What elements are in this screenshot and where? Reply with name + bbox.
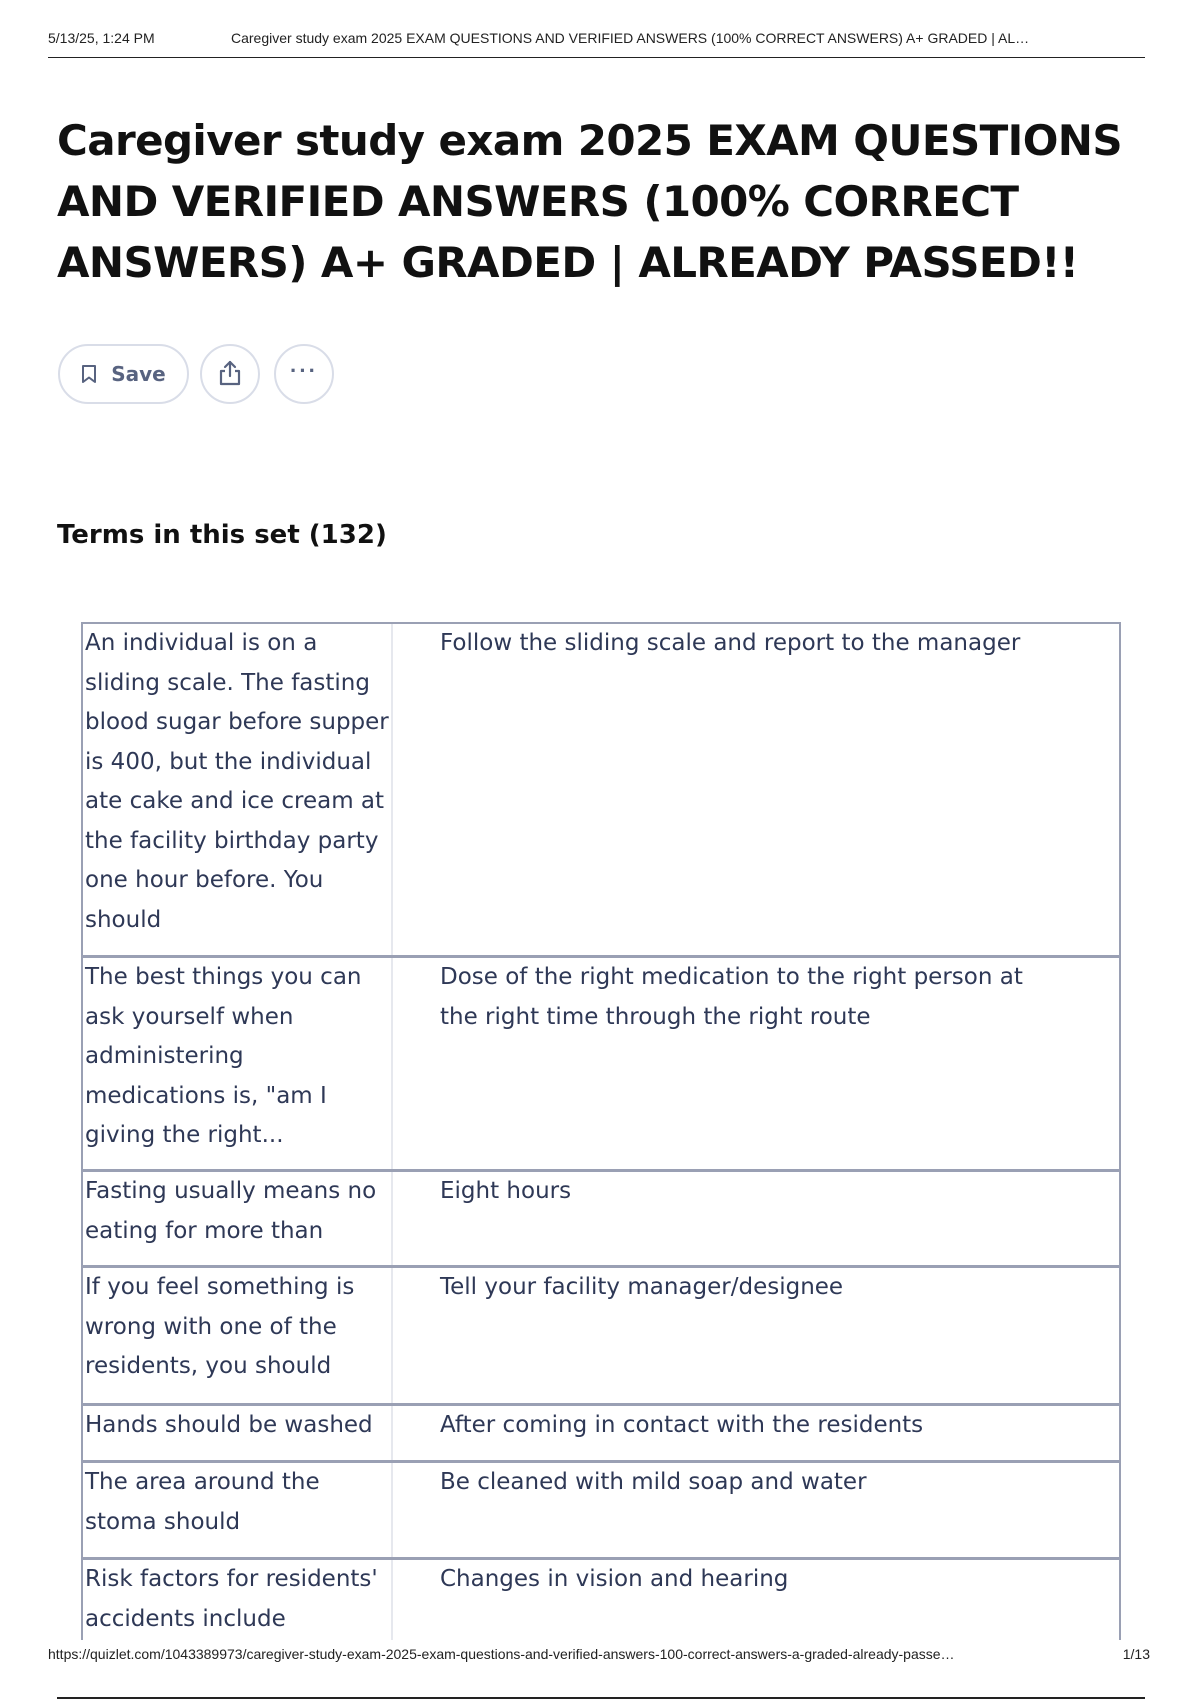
definition-text: Follow the sliding scale and report to the manager [440, 630, 1021, 656]
term-row[interactable] [83, 955, 1119, 1169]
term-text: The best things you can ask yourself when administering medications is, "am I giving the right... [83, 958, 393, 1169]
definition-text: Dose of the right medication to the right person at the right time through the right route [440, 964, 1023, 1030]
page-number: 1/13 [1122, 1646, 1150, 1662]
more-horizontal-icon: ··· [290, 358, 318, 383]
page-title: Caregiver study exam 2025 EXAM QUESTIONS AND VERIFIED ANSWERS (100% CORRECT ANSWERS) A+ GRADED | ALREADY PASSED!! [57, 116, 1123, 287]
save-button-label: Save [111, 362, 166, 386]
term-text: Risk factors for residents' accidents include [83, 1560, 393, 1640]
page-url: https://quizlet.com/1043389973/caregiver-study-exam-2025-exam-questions-and-verified-answers-100-correct-answers-a-graded-already-passe… [48, 1646, 955, 1662]
term-row[interactable] [83, 1265, 1119, 1403]
term-row[interactable] [83, 1557, 1119, 1640]
save-button[interactable] [58, 344, 189, 404]
term-row[interactable] [83, 1169, 1119, 1265]
term-row[interactable] [83, 1403, 1119, 1460]
bookmark-icon [81, 364, 97, 384]
share-icon [217, 359, 243, 390]
terms-table [81, 622, 1121, 1640]
term-text: If you feel something is wrong with one of the residents, you should [83, 1268, 393, 1403]
share-button[interactable] [200, 344, 260, 404]
term-row[interactable] [83, 622, 1119, 955]
term-text: Fasting usually means no eating for more than [83, 1172, 393, 1265]
definition-text: Tell your facility manager/designee [440, 1274, 844, 1300]
term-text: An individual is on a sliding scale. The fasting blood sugar before supper is 400, but the individual ate cake and ice cream at the facility birthday party one hour before. You should [83, 624, 393, 955]
print-header [48, 30, 1145, 58]
definition-text: After coming in contact with the residents [440, 1412, 924, 1438]
print-datetime: 5/13/25, 1:24 PM [48, 30, 155, 46]
terms-heading: Terms in this set (132) [57, 520, 387, 550]
term-text: Hands should be washed [83, 1406, 393, 1460]
footer-divider [57, 1697, 1145, 1699]
print-footer [48, 1646, 1150, 1666]
definition-text: Be cleaned with mild soap and water [440, 1469, 867, 1495]
print-doc-title: Caregiver study exam 2025 EXAM QUESTIONS AND VERIFIED ANSWERS (100% CORRECT ANSWERS) A+ GRADED | AL… [231, 30, 1030, 46]
term-text: The area around the stoma should [83, 1463, 393, 1557]
definition-text: Changes in vision and hearing [440, 1566, 789, 1592]
more-options-button[interactable] [274, 344, 334, 404]
term-row[interactable] [83, 1460, 1119, 1557]
definition-text: Eight hours [440, 1178, 572, 1204]
